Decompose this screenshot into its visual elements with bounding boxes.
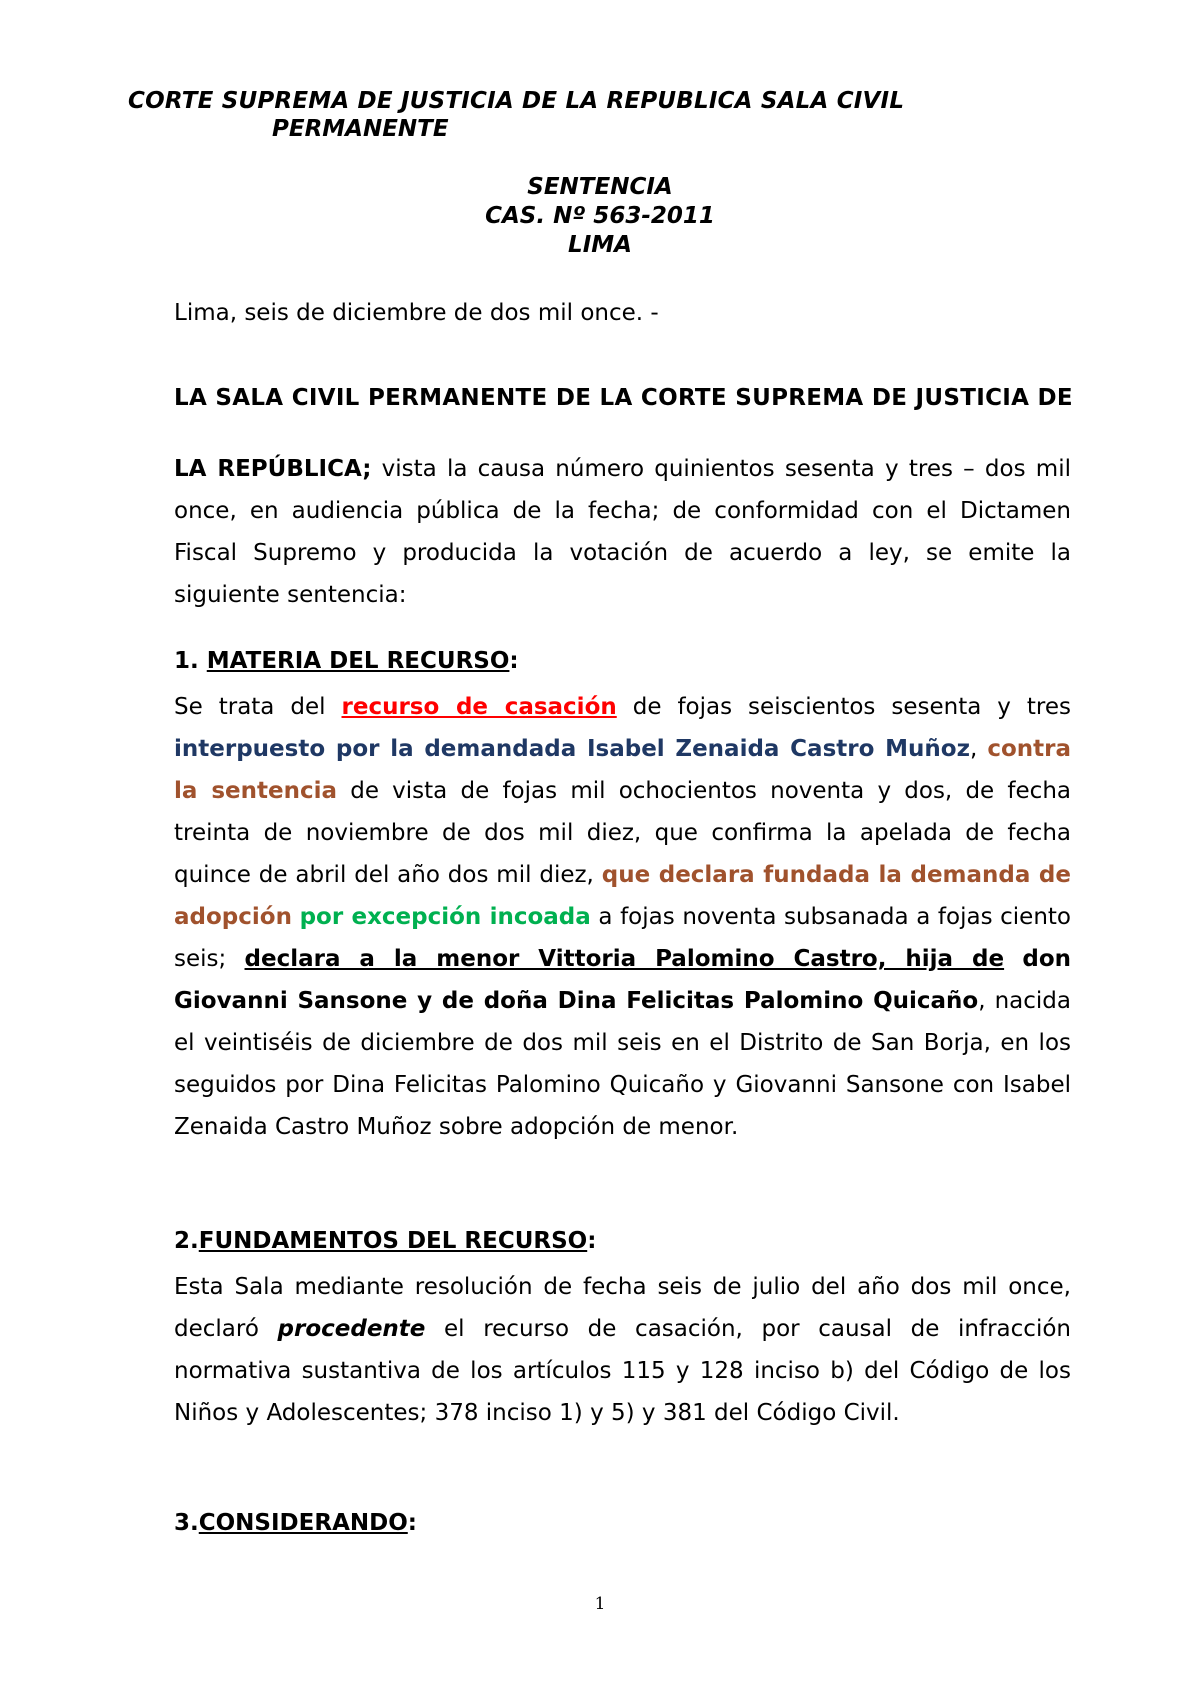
- text-run: ,: [969, 736, 988, 762]
- section1-colon: :: [509, 648, 519, 674]
- text-run: , nacida el veintiséis de diciembre de dos mil seis en el Distrito de San Borja, en los seguidos por Dina Felicitas Palomino Quicaño y Giovanni Sansone con Isabel Zenaida Castro Muñoz sobre adopción de menor.: [174, 988, 1071, 1140]
- text-run: Se trata del: [174, 694, 342, 720]
- city: LIMA: [568, 232, 632, 258]
- intro-text: vista la causa número quinientos sesenta y tres – dos mil once, en audiencia pública de la fecha; de conformidad con el Dictamen Fiscal Supremo y producida la votación de acuerdo a ley, se emite la siguiente sentencia:: [174, 456, 1071, 608]
- text-run: [1004, 946, 1022, 972]
- intro-heading-line1: LA SALA CIVIL PERMANENTE DE LA CORTE SUPREMA DE JUSTICIA DE: [174, 385, 1073, 411]
- highlight-interpuesto: interpuesto por la demandada Isabel Zenaida Castro Muñoz: [174, 736, 970, 762]
- intro-paragraph: [174, 448, 1071, 616]
- text-run: de vista de fojas mil ochocientos noventa y dos, de fecha treinta de noviembre de dos mil diez, que confirma la apelada de fecha quince de abril del año dos mil diez,: [174, 778, 1071, 888]
- text-run: Esta Sala mediante resolución de fecha seis de julio del año dos mil once, declaró: [174, 1274, 1071, 1342]
- section1-heading: [174, 648, 519, 674]
- text-run: [292, 904, 300, 930]
- court-header-line2: PERMANENTE: [272, 116, 449, 142]
- document-type: SENTENCIA: [527, 174, 673, 200]
- section1-title: MATERIA DEL RECURSO: [206, 648, 510, 674]
- case-number: CAS. Nº 563-2011: [485, 203, 715, 229]
- section1-number: 1.: [174, 648, 207, 674]
- court-header-line1: CORTE SUPREMA DE JUSTICIA DE LA REPUBLICA SALA CIVIL: [128, 88, 905, 114]
- dateline: Lima, seis de diciembre de dos mil once. -: [174, 300, 659, 326]
- highlight-recurso: recurso de casación: [341, 694, 617, 720]
- highlight-padres: don Giovanni Sansone y de doña Dina Felicitas Palomino Quicaño: [174, 946, 1071, 1014]
- highlight-excepcion: por excepción incoada: [299, 904, 591, 930]
- section2-paragraph: [174, 1266, 1071, 1434]
- highlight-contra: contra la sentencia: [174, 736, 1071, 804]
- highlight-declara-menor: declara a la menor Vittoria Palomino Castro, hija de: [244, 946, 1005, 972]
- section2-title: FUNDAMENTOS DEL RECURSO: [198, 1228, 588, 1254]
- section3-title: CONSIDERANDO: [198, 1510, 408, 1536]
- text-run: de fojas seiscientos sesenta y tres: [616, 694, 1071, 720]
- section1-paragraph: [174, 686, 1071, 1148]
- section3-colon: :: [407, 1510, 417, 1536]
- page-number: 1: [594, 1594, 606, 1614]
- highlight-procedente: procedente: [277, 1316, 426, 1342]
- section3-number: 3.: [174, 1510, 199, 1536]
- text-run: a fojas noventa subsanada a fojas ciento seis;: [174, 904, 1072, 972]
- section2-number: 2.: [174, 1228, 199, 1254]
- section3-heading: [174, 1510, 417, 1536]
- intro-heading-line2: LA REPÚBLICA;: [174, 456, 372, 482]
- section2-colon: :: [587, 1228, 597, 1254]
- highlight-declara-fundada: que declara fundada la demanda de adopción: [174, 862, 1071, 930]
- text-run: el recurso de casación, por causal de infracción normativa sustantiva de los artículos 115 y 128 inciso b) del Código de los Niños y Adolescentes; 378 inciso 1) y 5) y 381 del Código Civil.: [174, 1316, 1071, 1426]
- section2-heading: [174, 1228, 596, 1254]
